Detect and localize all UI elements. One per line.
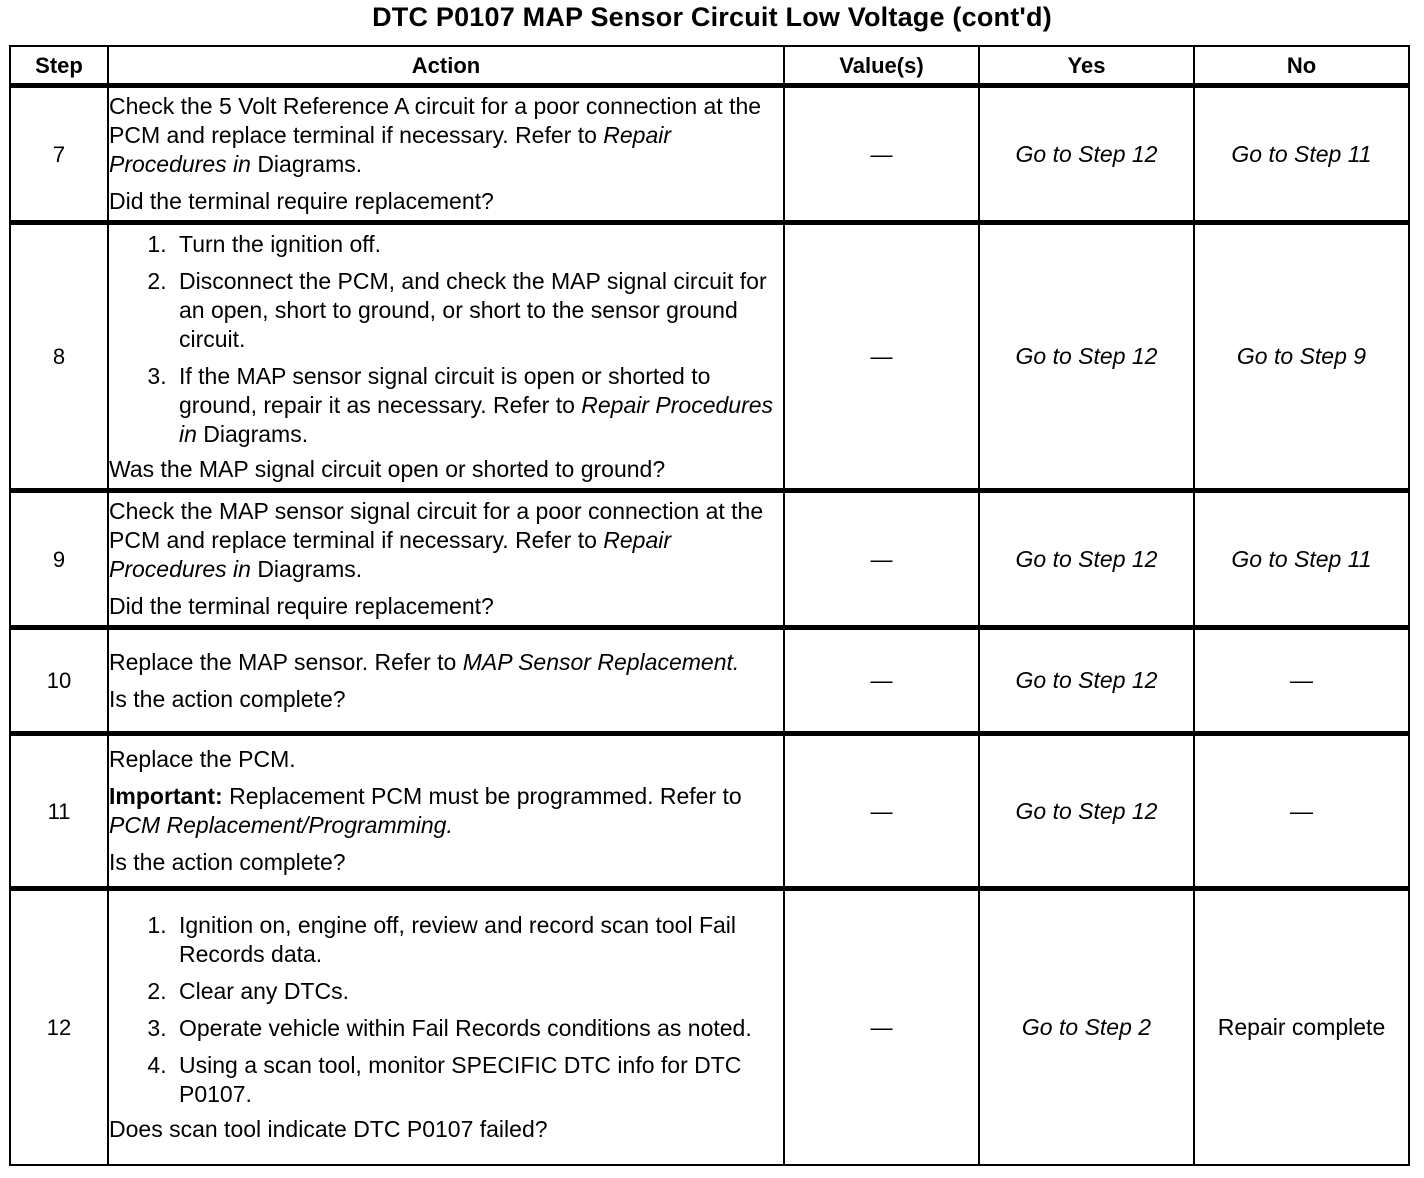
list-item: 4. Using a scan tool, monitor SPECIFIC DTC info for DTC P0107.	[173, 1051, 783, 1109]
header-action: Action	[108, 46, 784, 86]
step-number: 10	[10, 628, 108, 734]
header-step: Step	[10, 46, 108, 86]
reference-link: Repair Procedures in	[179, 391, 774, 447]
action-question: Did the terminal require replacement?	[109, 593, 494, 619]
header-no: No	[1194, 46, 1409, 86]
reference-link: PCM Replacement/Programming.	[109, 812, 453, 838]
list-item: 3. Operate vehicle within Fail Records conditions as noted.	[173, 1014, 783, 1043]
page-title: DTC P0107 MAP Sensor Circuit Low Voltage (cont'd)	[372, 2, 1052, 32]
yes-cell: Go to Step 12	[979, 86, 1194, 223]
step-number: 7	[10, 86, 108, 223]
action-question: Was the MAP signal circuit open or shorted to ground?	[109, 455, 666, 482]
no-cell: Go to Step 11	[1194, 86, 1409, 223]
no-cell: —	[1194, 628, 1409, 734]
action-steps-list	[109, 230, 783, 449]
action-cell	[108, 734, 784, 889]
action-text: Replace the PCM.	[109, 746, 296, 772]
step-number: 9	[10, 491, 108, 628]
action-cell	[108, 628, 784, 734]
action-cell	[108, 86, 784, 223]
yes-cell: Go to Step 12	[979, 734, 1194, 889]
step-number: 11	[10, 734, 108, 889]
value-cell: —	[784, 889, 979, 1165]
action-text: Replace the MAP sensor. Refer to MAP Sensor Replacement.	[109, 648, 740, 675]
action-text: Check the MAP sensor signal circuit for a poor connection at the PCM and replace terminal if necessary. Refer to Repair Procedures in Diagrams.	[109, 498, 764, 582]
no-cell: —	[1194, 734, 1409, 889]
value-cell: —	[784, 86, 979, 223]
list-item: 1. Turn the ignition off.	[173, 230, 783, 259]
action-question: Is the action complete?	[109, 685, 346, 712]
reference-link: Repair Procedures in	[109, 527, 672, 582]
action-cell	[108, 223, 784, 491]
diagnostic-table	[9, 45, 1410, 1166]
action-cell	[108, 491, 784, 628]
step-number: 8	[10, 223, 108, 491]
action-question: Is the action complete?	[109, 849, 346, 875]
action-steps-list	[109, 911, 783, 1109]
important-note: Important: Replacement PCM must be programmed. Refer to PCM Replacement/Programming.	[109, 783, 742, 838]
list-item: 2. Disconnect the PCM, and check the MAP signal circuit for an open, short to ground, or short to the sensor ground circuit.	[173, 267, 783, 354]
list-item: 1. Ignition on, engine off, review and record scan tool Fail Records data.	[173, 911, 783, 969]
yes-cell: Go to Step 12	[979, 223, 1194, 491]
table-row-step-11	[10, 734, 1409, 889]
value-cell: —	[784, 223, 979, 491]
table-row-step-7	[10, 86, 1409, 223]
table-header-row	[10, 46, 1409, 86]
yes-cell: Go to Step 12	[979, 491, 1194, 628]
reference-link: Repair Procedures in	[109, 122, 672, 177]
action-question: Did the terminal require replacement?	[109, 188, 494, 214]
table-row-step-8	[10, 223, 1409, 491]
table-row-step-9	[10, 491, 1409, 628]
action-cell	[108, 889, 784, 1165]
yes-cell: Go to Step 2	[979, 889, 1194, 1165]
no-cell: Go to Step 11	[1194, 491, 1409, 628]
list-item: 2. Clear any DTCs.	[173, 977, 783, 1006]
action-question: Does scan tool indicate DTC P0107 failed?	[109, 1115, 548, 1142]
header-yes: Yes	[979, 46, 1194, 86]
table-row-step-10	[10, 628, 1409, 734]
step-number: 12	[10, 889, 108, 1165]
value-cell: —	[784, 628, 979, 734]
yes-cell: Go to Step 12	[979, 628, 1194, 734]
no-cell: Repair complete	[1194, 889, 1409, 1165]
no-cell: Go to Step 9	[1194, 223, 1409, 491]
header-value: Value(s)	[784, 46, 979, 86]
list-item: 3. If the MAP sensor signal circuit is open or shorted to ground, repair it as necessary. Refer to Repair Procedures in Diagrams.	[173, 362, 783, 449]
important-label: Important:	[109, 783, 223, 809]
value-cell: —	[784, 734, 979, 889]
value-cell: —	[784, 491, 979, 628]
action-text: Check the 5 Volt Reference A circuit for a poor connection at the PCM and replace terminal if necessary. Refer to Repair Procedures in Diagrams.	[109, 93, 762, 177]
reference-link: MAP Sensor Replacement.	[462, 648, 740, 675]
table-row-step-12	[10, 889, 1409, 1165]
